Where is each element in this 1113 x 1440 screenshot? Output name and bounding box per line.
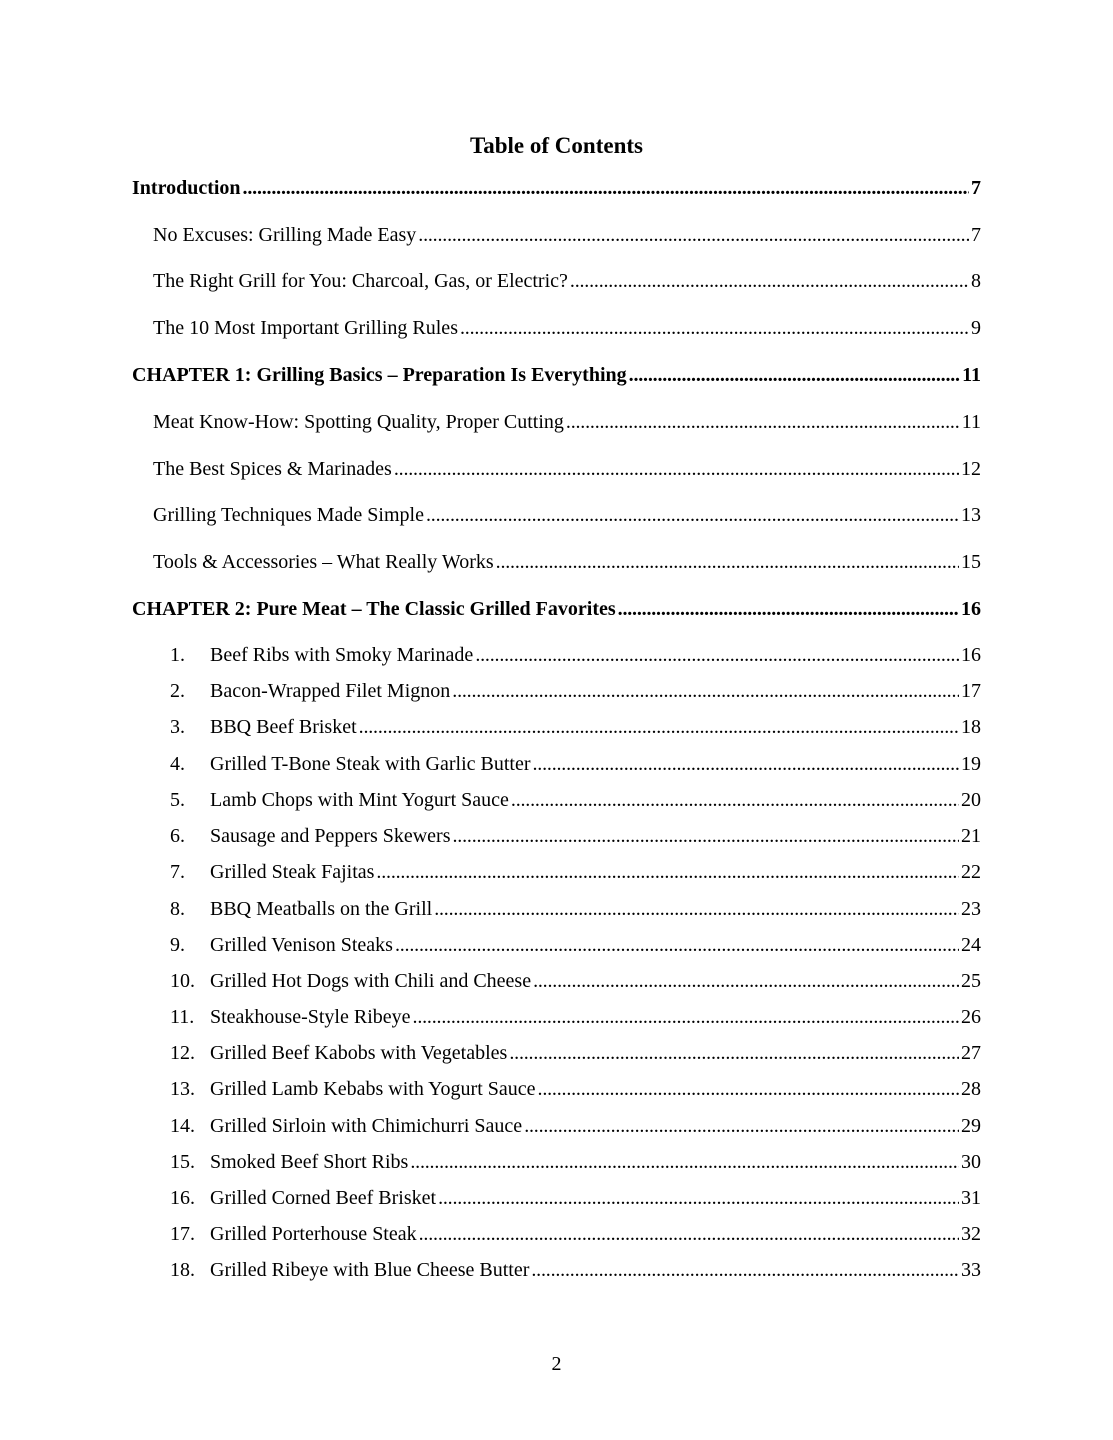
entry-title: BBQ Beef Brisket [210,716,357,738]
entry-title: Grilled Beef Kabobs with Vegetables [210,1042,508,1064]
entry-title: CHAPTER 2: Pure Meat – The Classic Grilled Favorites [132,598,616,620]
dot-leader [460,315,969,341]
toc-recipe-entry[interactable] [170,787,981,813]
entry-title: Grilled Corned Beef Brisket [210,1187,437,1209]
toc-recipe-entry[interactable] [170,823,981,849]
entry-page-number: 24 [961,934,981,956]
toc-recipe-entry[interactable] [170,1257,981,1283]
entry-title: Bacon-Wrapped Filet Mignon [210,680,451,702]
dot-leader [566,409,960,435]
toc-recipe-entry[interactable] [170,714,981,740]
toc-section-entry[interactable] [153,222,981,248]
toc-recipe-entry[interactable] [170,1221,981,1247]
entry-title: The Right Grill for You: Charcoal, Gas, or Electric? [153,270,568,292]
entry-page-number: 16 [961,598,981,620]
dot-leader [376,859,959,885]
entry-page-number: 13 [961,504,981,526]
dot-leader [413,1004,959,1030]
dot-leader [438,1185,959,1211]
entry-number: 11. [170,1006,195,1028]
entry-title: Grilled T-Bone Steak with Garlic Butter [210,753,531,775]
entry-page-number: 23 [961,898,981,920]
entry-page-number: 22 [961,861,981,883]
entry-page-number: 8 [971,270,981,292]
entry-number: 15. [170,1151,195,1173]
toc-recipe-entry[interactable] [170,751,981,777]
toc-chapter-entry[interactable] [132,596,981,622]
dot-leader [533,751,960,777]
page-number: 2 [551,1353,562,1375]
entry-number: 7. [170,861,185,883]
entry-number: 2. [170,680,185,702]
dot-leader [359,714,959,740]
dot-leader [629,362,960,388]
entry-title: Beef Ribs with Smoky Marinade [210,644,474,666]
toc-recipe-entry[interactable] [170,1040,981,1066]
entry-title: The Best Spices & Marinades [153,458,392,480]
toc-recipe-entry[interactable] [170,1149,981,1175]
entry-number: 14. [170,1115,195,1137]
entry-title: No Excuses: Grilling Made Easy [153,224,417,246]
entry-title: The 10 Most Important Grilling Rules [153,317,458,339]
entry-page-number: 11 [962,364,981,386]
entry-page-number: 12 [961,458,981,480]
dot-leader [475,642,959,668]
entry-title: Grilled Porterhouse Steak [210,1223,417,1245]
entry-page-number: 19 [961,753,981,775]
entry-number: 4. [170,753,185,775]
dot-leader [538,1076,959,1102]
page-title: Table of Contents [470,133,643,158]
entry-page-number: 17 [961,680,981,702]
entry-number: 18. [170,1259,195,1281]
toc-section-entry[interactable] [153,549,981,575]
entry-title: Grilled Hot Dogs with Chili and Cheese [210,970,532,992]
entry-page-number: 33 [961,1259,981,1281]
entry-title: Smoked Beef Short Ribs [210,1151,409,1173]
dot-leader [410,1149,959,1175]
dot-leader [434,896,959,922]
entry-page-number: 16 [961,644,981,666]
entry-page-number: 29 [961,1115,981,1137]
dot-leader [452,678,959,704]
entry-title: Lamb Chops with Mint Yogurt Sauce [210,789,509,811]
entry-number: 16. [170,1187,195,1209]
entry-title: Grilled Sirloin with Chimichurri Sauce [210,1115,523,1137]
toc-recipe-entry[interactable] [170,1113,981,1139]
toc-section-entry[interactable] [153,456,981,482]
dot-leader [509,1040,959,1066]
dot-leader [395,932,959,958]
toc-recipe-entry[interactable] [170,859,981,885]
entry-page-number: 7 [971,177,981,199]
dot-leader [531,1257,959,1283]
entry-number: 10. [170,970,195,992]
entry-title: Grilled Lamb Kebabs with Yogurt Sauce [210,1078,536,1100]
toc-section-entry[interactable] [153,315,981,341]
dot-leader [524,1113,959,1139]
entry-number: 3. [170,716,185,738]
toc-chapter-entry[interactable] [132,362,981,388]
entry-title: Grilled Ribeye with Blue Cheese Butter [210,1259,530,1281]
entry-number: 5. [170,789,185,811]
entry-title: Meat Know-How: Spotting Quality, Proper Cutting [153,411,564,433]
entry-page-number: 32 [961,1223,981,1245]
toc-chapter-entry[interactable] [132,175,981,201]
entry-title: Steakhouse-Style Ribeye [210,1006,411,1028]
dot-leader [511,787,959,813]
entry-page-number: 31 [961,1187,981,1209]
toc-recipe-entry[interactable] [170,1004,981,1030]
toc-recipe-entry[interactable] [170,968,981,994]
entry-title: Introduction [132,177,241,199]
dot-leader [419,1221,959,1247]
dot-leader [243,175,969,201]
dot-leader [418,222,969,248]
entry-number: 8. [170,898,185,920]
entry-number: 12. [170,1042,195,1064]
entry-page-number: 21 [961,825,981,847]
toc-recipe-entry[interactable] [170,896,981,922]
entry-page-number: 20 [961,789,981,811]
entry-number: 17. [170,1223,195,1245]
toc-recipe-entry[interactable] [170,642,981,668]
entry-number: 13. [170,1078,195,1100]
entry-page-number: 7 [971,224,981,246]
dot-leader [394,456,959,482]
entry-title: Sausage and Peppers Skewers [210,825,451,847]
entry-page-number: 30 [961,1151,981,1173]
entry-page-number: 11 [961,411,981,433]
toc-recipe-entry[interactable] [170,932,981,958]
toc-recipe-entry[interactable] [170,1185,981,1211]
entry-number: 1. [170,644,185,666]
dot-leader [426,502,959,528]
toc-section-entry[interactable] [153,268,981,294]
entry-number: 6. [170,825,185,847]
entry-page-number: 18 [961,716,981,738]
entry-page-number: 28 [961,1078,981,1100]
entry-title: Grilling Techniques Made Simple [153,504,424,526]
entry-page-number: 26 [961,1006,981,1028]
entry-title: Grilled Venison Steaks [210,934,393,956]
dot-leader [570,268,969,294]
entry-page-number: 25 [961,970,981,992]
entry-number: 9. [170,934,185,956]
entry-title: BBQ Meatballs on the Grill [210,898,433,920]
toc-section-entry[interactable] [153,409,981,435]
entry-page-number: 27 [961,1042,981,1064]
dot-leader [618,596,959,622]
toc-section-entry[interactable] [153,502,981,528]
toc-recipe-entry[interactable] [170,1076,981,1102]
entry-title: Tools & Accessories – What Really Works [153,551,494,573]
entry-title: CHAPTER 1: Grilling Basics – Preparation Is Everything [132,364,627,386]
entry-title: Grilled Steak Fajitas [210,861,375,883]
dot-leader [496,549,959,575]
dot-leader [533,968,959,994]
dot-leader [453,823,960,849]
entry-page-number: 15 [961,551,981,573]
toc-recipe-entry[interactable] [170,678,981,704]
entry-page-number: 9 [971,317,981,339]
